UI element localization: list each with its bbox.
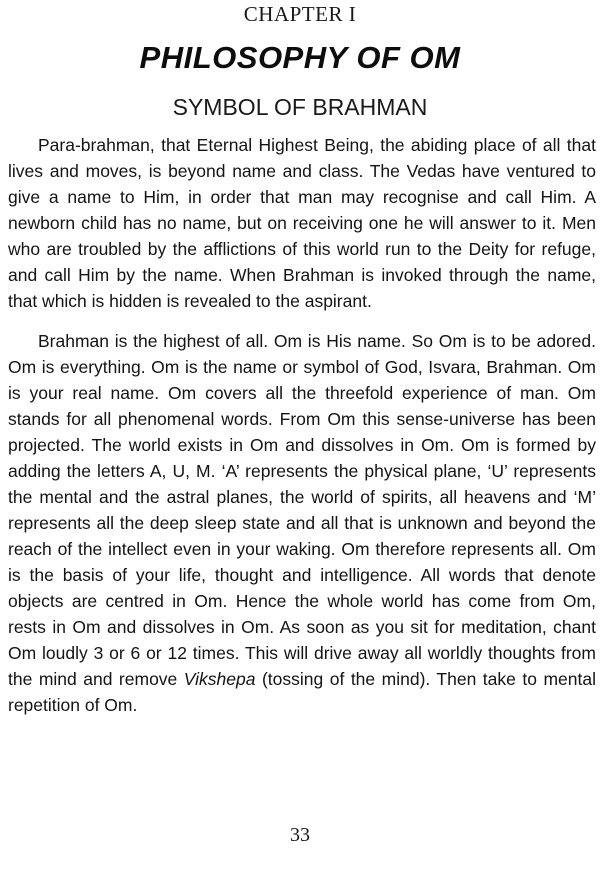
page-number: 33 <box>290 824 310 846</box>
chapter-label: CHAPTER I <box>243 2 357 26</box>
italic-term: Vikshepa <box>183 669 256 689</box>
body-text <box>8 132 596 718</box>
paragraph-2-text-end: (tossing of the mind). Then take to mental repetition of Om. <box>8 669 596 715</box>
chapter-title: PHILOSOPHY OF OM <box>139 40 461 75</box>
paragraph-1: Para-brahman, that Eternal Highest Being, the abiding place of all that lives and moves, is beyond name and class. The Vedas have ventured to give a name to Him, in order that man may recognise and call Him. A newborn child has no name, but on receiving one he will answer to it. Men who are troubled by the afflictions of this world run to the Deity for refuge, and call Him by the name. When Brahman is invoked through the name, that which is hidden is revealed to the aspirant. <box>8 135 596 311</box>
paragraph-2-text: Brahman is the highest of all. Om is His name. So Om is to be adored. Om is everything. Om is the name or symbol of God, Isvara, Brahman. Om is your real name. Om covers all the threefold experience of man. Om stands for all phenomenal words. From Om this sense-universe has been projected. The world exists in Om and dissolves in Om. Om is formed by adding the letters A, U, M. ‘A’ represents the physical plane, ‘U’ represents the mental and the astral planes, the world of spirits, all heavens and ‘M’ represents all the deep sleep state and all that is unknown and beyond the reach of the intellect even in your waking. Om therefore represents all. Om is the basis of your life, thought and intelligence. All words that denote objects are centred in Om. Hence the whole world has come from Om, rests in Om and dissolves in Om. As soon as you sit for meditation, chant Om loudly 3 or 6 or 12 times. This will drive away all worldly thoughts from the mind and remove <box>8 331 596 689</box>
paragraph-2 <box>8 328 596 718</box>
section-title: SYMBOL OF BRAHMAN <box>172 94 428 120</box>
